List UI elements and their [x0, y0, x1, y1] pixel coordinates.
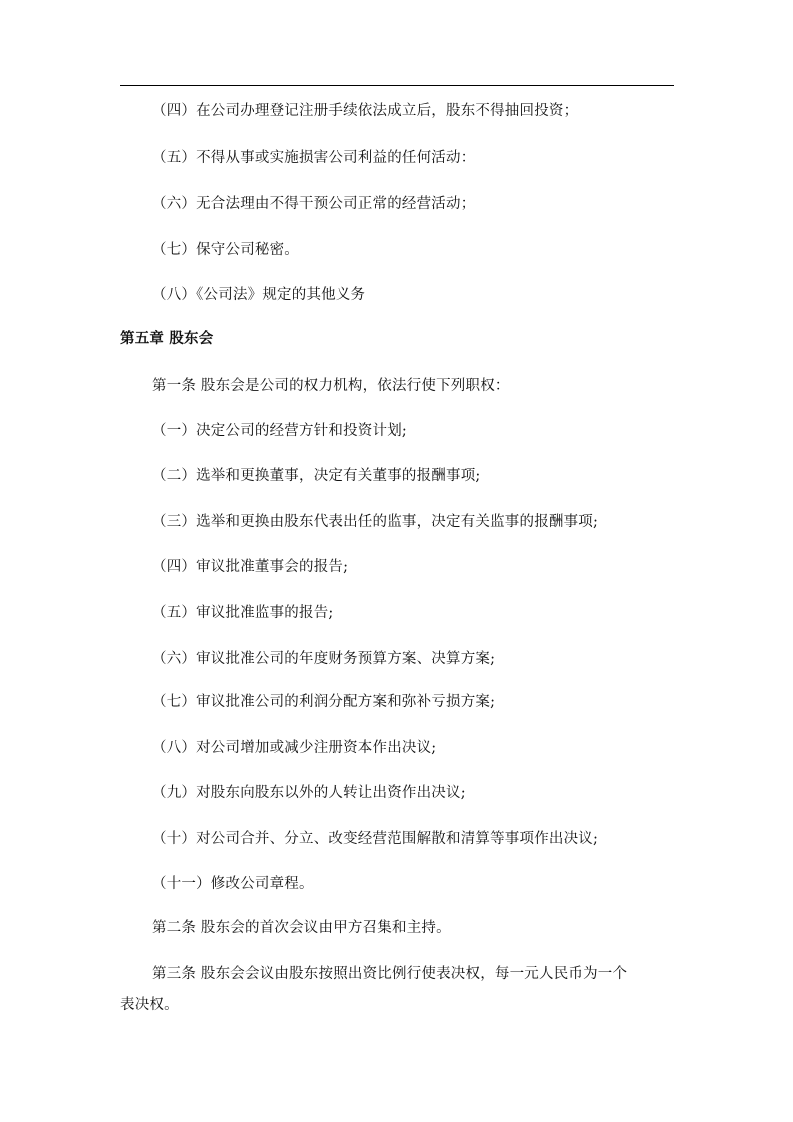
- obligation-item-7: （七）保守公司秘密。: [152, 242, 299, 258]
- power-item-7: （七）审议批准公司的利润分配方案和弥补亏损方案;: [152, 694, 496, 710]
- chapter-title: 第五章 股东会: [120, 331, 214, 347]
- power-item-10: （十）对公司合并、分立、改变经营范围解散和清算等事项作出决议;: [152, 831, 599, 847]
- power-item-11: （十一）修改公司章程。: [152, 876, 314, 892]
- article-1: 第一条 股东会是公司的权力机构，依法行使下列职权：: [152, 378, 510, 394]
- article-3-line-2: 表决权。: [120, 997, 179, 1013]
- obligation-item-8: （八）《公司法》规定的其他义务: [152, 287, 366, 303]
- power-item-6: （六）审议批准公司的年度财务预算方案、决算方案;: [152, 651, 496, 667]
- obligation-item-6: （六）无合法理由不得干预公司正常的经营活动；: [152, 196, 476, 212]
- obligation-item-5: （五）不得从事或实施损害公司利益的任何活动：: [152, 150, 476, 166]
- power-item-5: （五）审议批准监事的报告;: [152, 605, 334, 621]
- power-item-9: （九）对股东向股东以外的人转让出资作出决议;: [152, 785, 466, 801]
- power-item-8: （八）对公司增加或减少注册资本作出决议;: [152, 740, 437, 756]
- article-3-line-1: 第三条 股东会会议由股东按照出资比例行使表决权，每一元人民币为一个: [152, 966, 628, 982]
- power-item-4: （四）审议批准董事会的报告;: [152, 559, 349, 575]
- power-item-3: （三）选举和更换由股东代表出任的监事，决定有关监事的报酬事项;: [152, 514, 599, 530]
- article-2: 第二条 股东会的首次会议由甲方召集和主持。: [152, 920, 451, 936]
- power-item-2: （二）选举和更换董事，决定有关董事的报酬事项;: [152, 468, 481, 484]
- power-item-1: （一）决定公司的经营方针和投资计划;: [152, 423, 407, 439]
- obligation-item-4: （四）在公司办理登记注册手续依法成立后，股东不得抽回投资；: [152, 103, 579, 119]
- header-rule: [120, 85, 674, 86]
